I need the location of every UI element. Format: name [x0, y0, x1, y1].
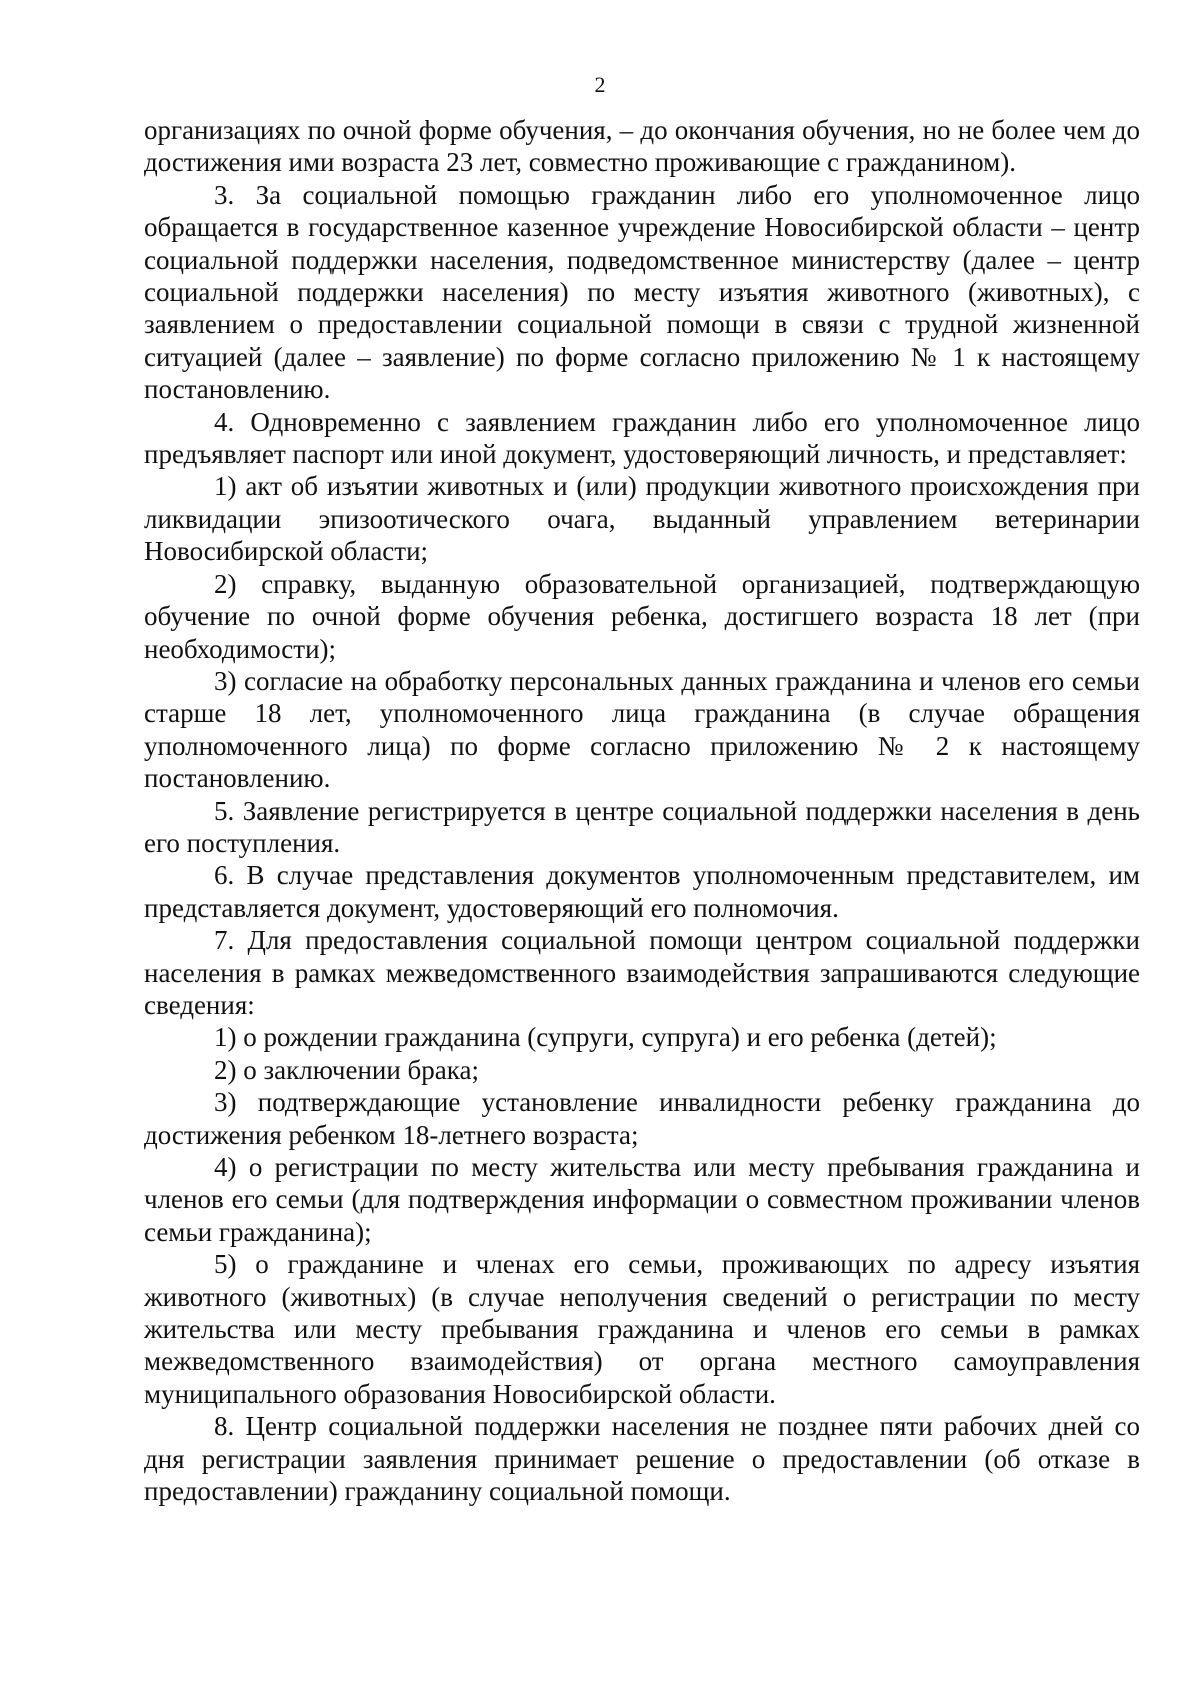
paragraph: 5) о гражданине и членах его семьи, проживающих по адресу изъятия животного (животных) (в случае неполучения сведений о регистрации по месту жительства или месту пребывания гражданина и членов его семьи в рамках межведомственного взаимодействия) от органа местного самоуправления муниципального образования Новосибирской области.	[144, 1249, 1140, 1409]
paragraph: 1) акт об изъятии животных и (или) продукции животного происхождения при ликвидации эпизоотического очага, выданный управлением ветеринарии Новосибирской области;	[144, 471, 1140, 567]
paragraph: 4) о регистрации по месту жительства или месту пребывания гражданина и членов его семьи (для подтверждения информации о совместном проживании членов семьи гражданина);	[144, 1152, 1140, 1247]
paragraph: 5. Заявление регистрируется в центре социальной поддержки населения в день его поступления.	[144, 795, 1140, 858]
paragraph: 3. За социальной помощью гражданин либо его уполномоченное лицо обращается в государственное казенное учреждение Новосибирской области – центр социальной поддержки населения, подведомственное министерству (далее – центр социальной поддержки населения) по месту изъятия животного (животных), с заявлением о предоставлении социальной помощи в связи с трудной жизненной ситуацией (далее – заявление) по форме согласно приложению № 1 к настоящему постановлению.	[144, 179, 1140, 405]
paragraph: 3) подтверждающие установление инвалидности ребенку гражданина до достижения ребенком 18-летнего возраста;	[144, 1087, 1140, 1150]
paragraph: организациях по очной форме обучения, – до окончания обучения, но не более чем до достижения ими возраста 23 лет, совместно проживающие с гражданином).	[144, 115, 1140, 178]
paragraph: 1) о рождении гражданина (супруги, супруга) и его ребенка (детей);	[214, 1022, 997, 1053]
paragraph: 3) согласие на обработку персональных данных гражданина и членов его семьи старше 18 лет, уполномоченного лица гражданина (в случае обращения уполномоченного лица) по форме согласно приложению № 2 к настоящему постановлению.	[144, 665, 1140, 794]
page-number: 2	[594, 72, 606, 97]
paragraph: 7. Для предоставления социальной помощи центром социальной поддержки населения в рамках межведомственного взаимодействия запрашиваются следующие сведения:	[144, 925, 1140, 1020]
paragraph: 8. Центр социальной поддержки населения не позднее пяти рабочих дней со дня регистрации заявления принимает решение о предоставлении (об отказе в предоставлении) гражданину социальной помощи.	[144, 1411, 1140, 1507]
paragraph: 2) справку, выданную образовательной организацией, подтверждающую обучение по очной форме обучения ребенка, достигшего возраста 18 лет (при необходимости);	[144, 568, 1140, 664]
paragraph: 4. Одновременно с заявлением гражданин либо его уполномоченное лицо предъявляет паспорт или иной документ, удостоверяющий личность, и представляет:	[144, 406, 1140, 470]
paragraph: 6. В случае представления документов уполномоченным представителем, им представляется документ, удостоверяющий его полномочия.	[144, 860, 1140, 923]
paragraph: 2) о заключении брака;	[214, 1054, 479, 1085]
document-body	[144, 114, 1140, 1507]
